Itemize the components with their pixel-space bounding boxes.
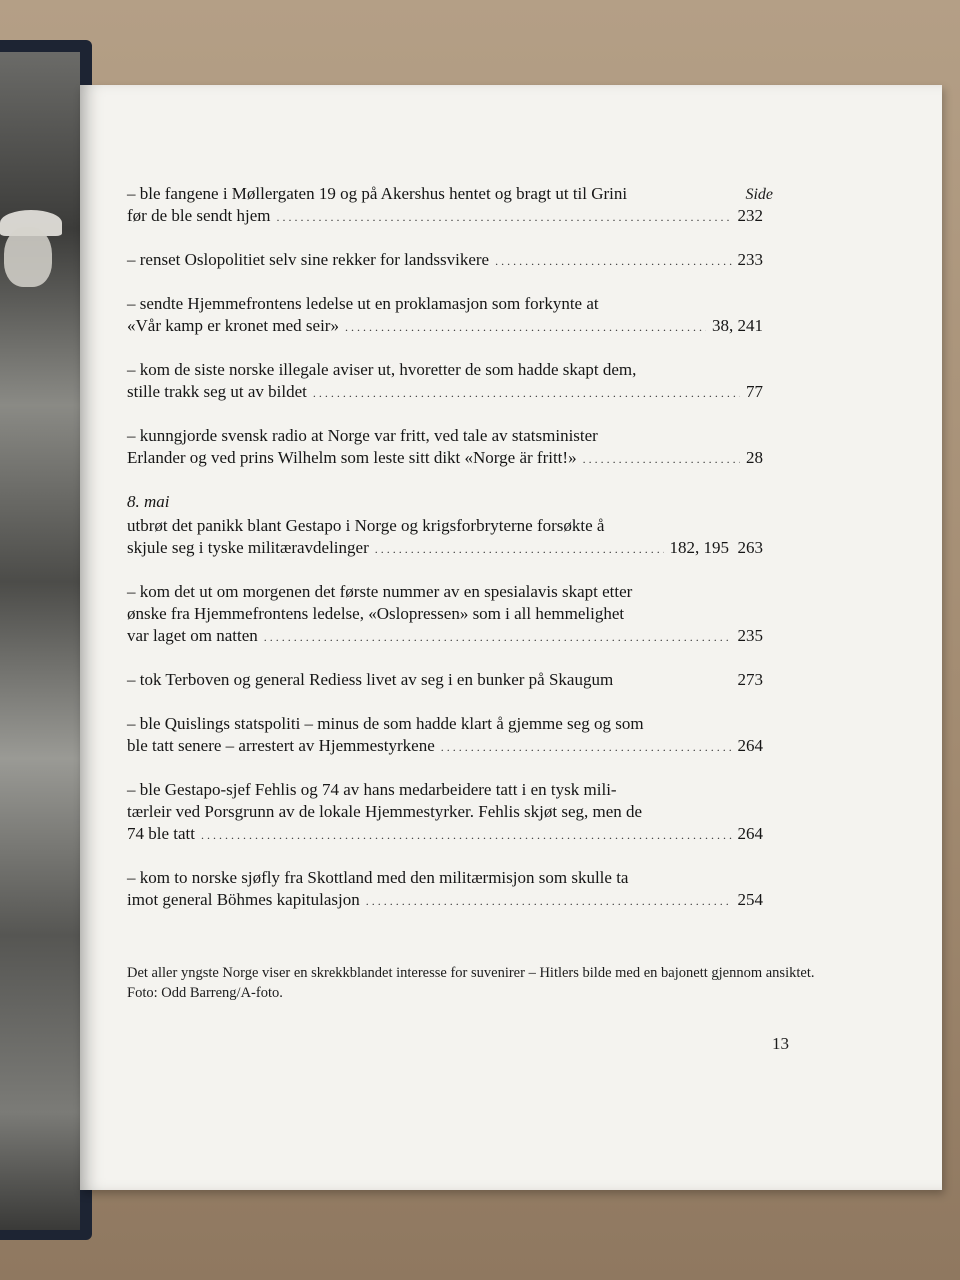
date-heading: 8. mai	[127, 492, 170, 511]
entry-text-line: – ble fangene i Møllergaten 19 og på Akershus hentet og bragt ut til Grini	[127, 184, 628, 203]
page-reference: 273	[737, 670, 763, 689]
page-reference: 264	[737, 824, 763, 843]
entry-text-line: – kom to norske sjøfly fra Skottland med den militærmisjon som skulle ta	[127, 868, 629, 887]
dot-leaders	[313, 382, 740, 404]
photo-face-shape	[4, 227, 52, 287]
dot-leaders	[366, 890, 732, 912]
entry-text-line: – sendte Hjemmefrontens ledelse ut en proklamasjon som forkynte at	[127, 294, 599, 313]
chronology-entry	[127, 581, 763, 648]
entry-text-line: – ble Gestapo-sjef Fehlis og 74 av hans medarbeidere tatt i en tysk mili-	[127, 780, 617, 799]
chronology-entry	[127, 359, 763, 404]
page-reference: 232	[737, 206, 763, 225]
dot-leaders	[277, 206, 732, 228]
chronology-entry	[127, 669, 763, 692]
entry-text-line: – kom det ut om morgenen det første nummer av en spesialavis skapt etter	[127, 582, 633, 601]
dot-leaders	[345, 316, 706, 338]
entry-text-line: skjule seg i tyske militæravdelinger	[127, 538, 369, 557]
chronology-entries	[127, 183, 763, 933]
page-reference: 28	[746, 448, 763, 467]
page-reference: 235	[737, 626, 763, 645]
page-reference: 233	[737, 250, 763, 269]
entry-text-line: stille trakk seg ut av bildet	[127, 382, 307, 401]
chronology-entry	[127, 293, 763, 338]
entry-text-line: imot general Böhmes kapitulasjon	[127, 890, 360, 909]
entry-text-line: utbrøt det panikk blant Gestapo i Norge og krigsforbryterne forsøkte å	[127, 516, 605, 535]
page-reference: 182, 195 263	[669, 538, 763, 557]
entry-text-line: 74 ble tatt	[127, 824, 195, 843]
entry-text-line: «Vår kamp er kronet med seir»	[127, 316, 339, 335]
page-reference: 264	[737, 736, 763, 755]
entry-text-line: – kom de siste norske illegale aviser ut, hvoretter de som hadde skapt dem,	[127, 360, 637, 379]
entry-text-line: – kunngjorde svensk radio at Norge var fritt, ved tale av statsminister	[127, 426, 598, 445]
dot-leaders	[264, 626, 732, 648]
chronology-entry	[127, 249, 763, 272]
entry-text-line: ble tatt senere – arrestert av Hjemmestyrkene	[127, 736, 435, 755]
entry-text-line: før de ble sendt hjem	[127, 206, 271, 225]
dot-leaders	[495, 250, 731, 272]
entry-text-line: – ble Quislings statspoliti – minus de som hadde klart å gjemme seg og som	[127, 714, 644, 733]
dot-leaders	[583, 448, 740, 470]
chronology-entry	[127, 183, 763, 228]
entry-text-line: – tok Terboven og general Rediess livet av seg i en bunker på Skaugum	[127, 670, 614, 689]
facing-page-photo	[0, 52, 80, 1230]
photo-caption: Det aller yngste Norge viser en skrekkblandet interesse for suvenirer – Hitlers bilde med en bajonett gjennom ansiktet. Foto: Odd Barreng/A-foto.	[127, 965, 815, 1001]
entry-text-line: var laget om natten	[127, 626, 258, 645]
dot-leaders	[441, 736, 732, 758]
page-number: 13	[772, 1034, 789, 1053]
dot-leaders	[375, 538, 664, 560]
chronology-entry	[127, 779, 763, 846]
dot-leaders	[201, 824, 732, 846]
side-column-heading: Side	[745, 186, 773, 203]
page-reference: 77	[746, 382, 763, 401]
entry-text-line: – renset Oslopolitiet selv sine rekker for landssvikere	[127, 250, 490, 269]
chronology-entry	[127, 491, 763, 560]
entry-text-line: tærleir ved Porsgrunn av de lokale Hjemmestyrker. Fehlis skjøt seg, men de	[127, 802, 643, 821]
chronology-entry	[127, 425, 763, 470]
page-reference: 38, 241	[712, 316, 763, 335]
entry-text-line: ønske fra Hjemmefrontens ledelse, «Oslopressen» som i all hemmelighet	[127, 604, 625, 623]
chronology-entry	[127, 867, 763, 912]
page-reference: 254	[737, 890, 763, 909]
chronology-entry	[127, 713, 763, 758]
entry-text-line: Erlander og ved prins Wilhelm som leste sitt dikt «Norge är fritt!»	[127, 448, 577, 467]
